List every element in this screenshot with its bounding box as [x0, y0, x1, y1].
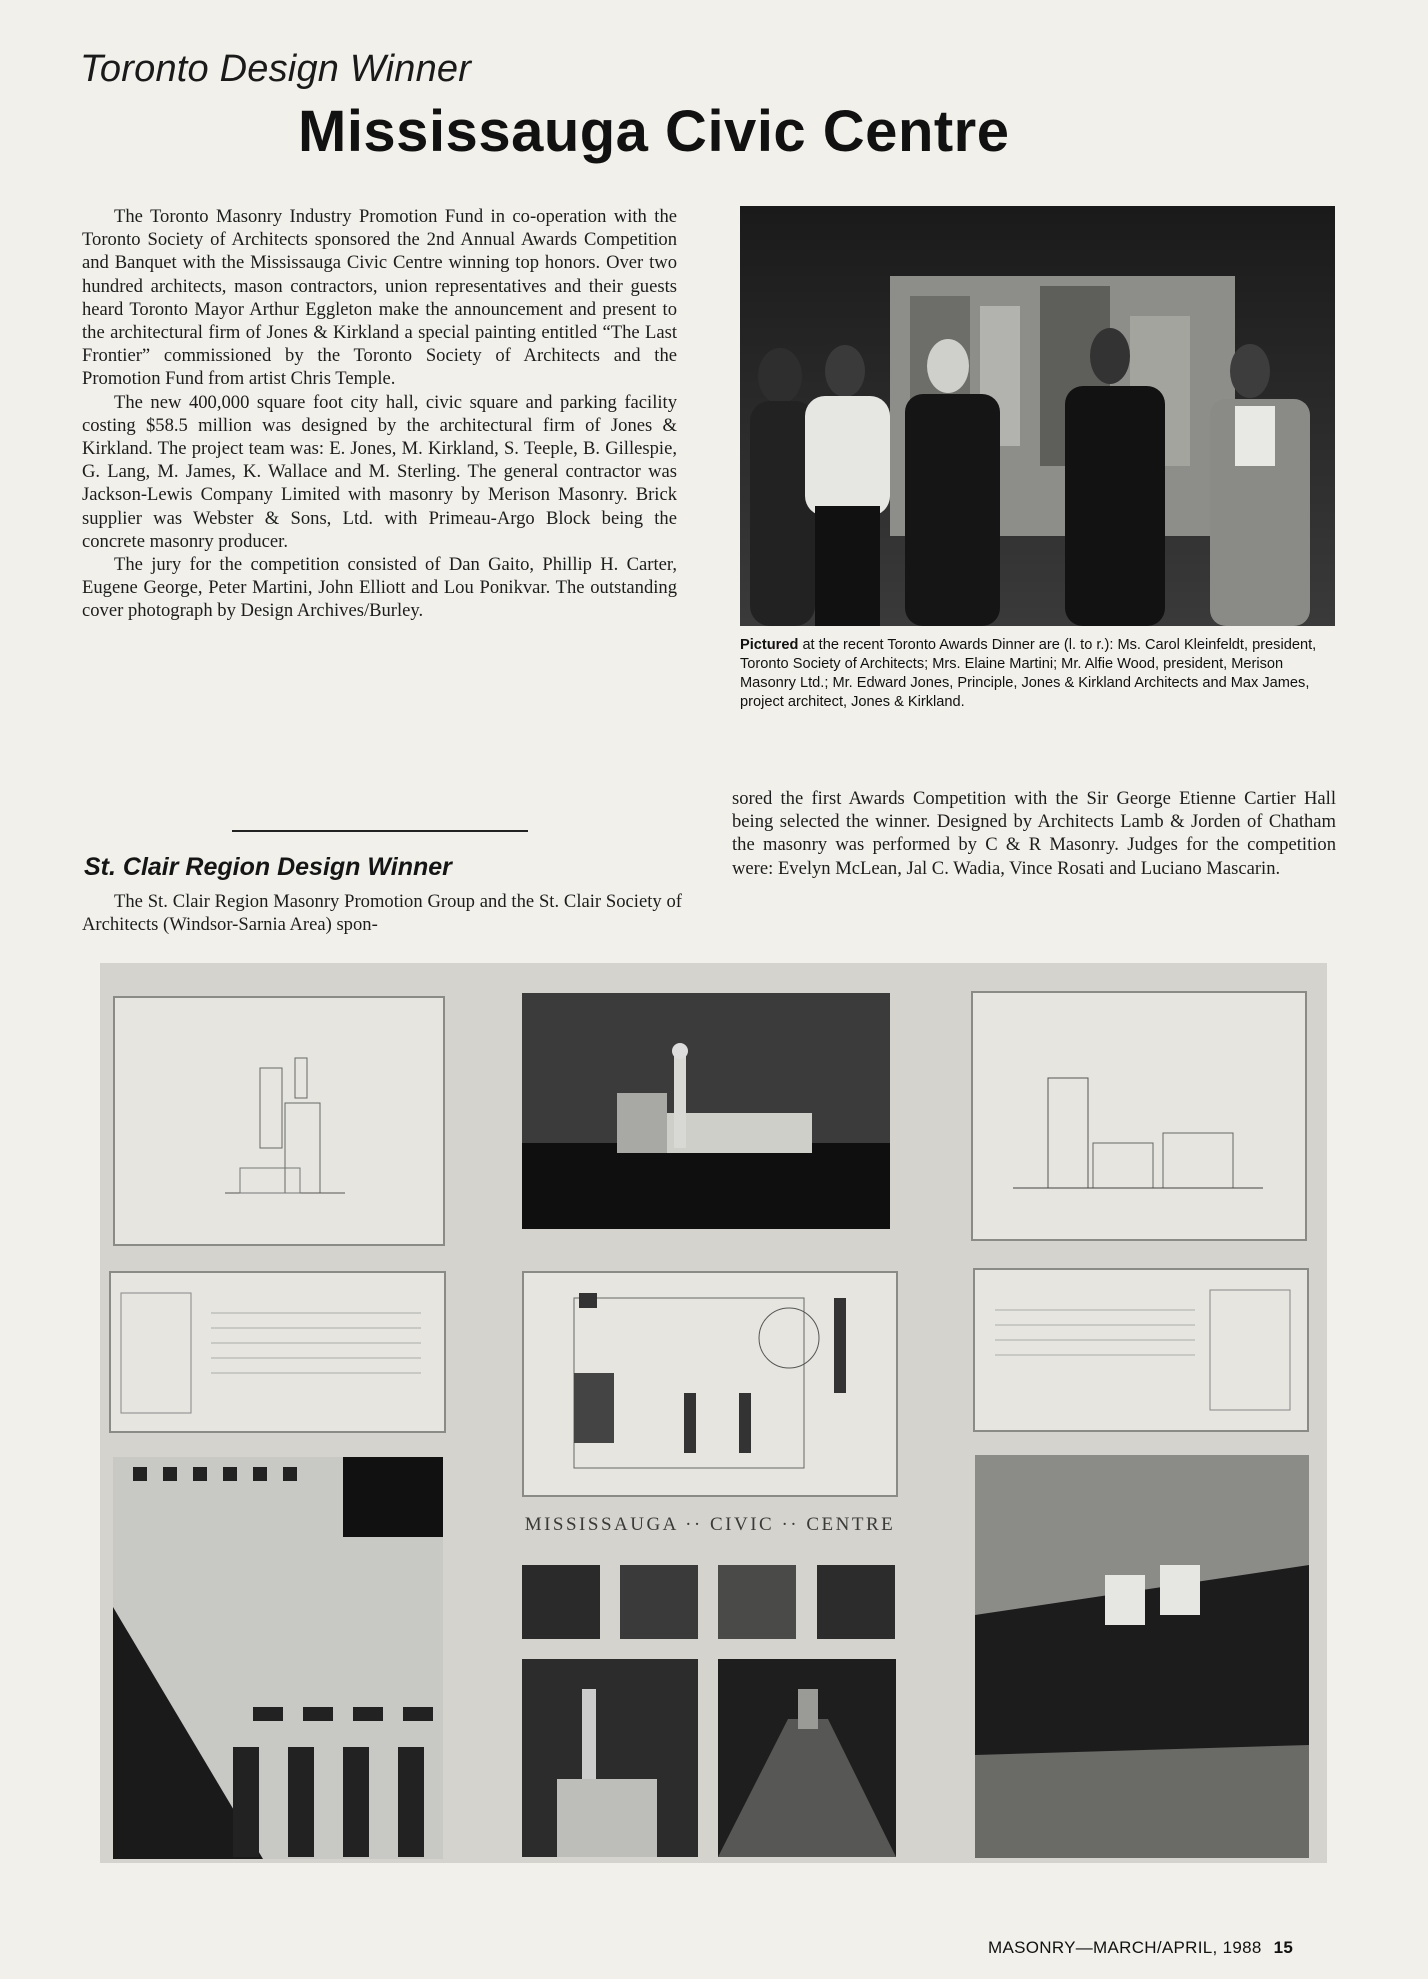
publication-name: MASONRY—MARCH/APRIL, 1988 — [988, 1938, 1262, 1957]
stclair-body-start — [82, 890, 682, 936]
site-plan-drawing-illustration — [524, 1273, 896, 1495]
tower-photo — [522, 1659, 698, 1857]
thumbnail-photo-1 — [522, 1565, 600, 1639]
site-plan-drawing — [522, 1271, 898, 1497]
interior-hall-photo-illustration — [718, 1659, 896, 1857]
board-title: MISSISSAUGA ·· CIVIC ·· CENTRE — [524, 1514, 896, 1535]
stclair-body-cont — [732, 787, 1336, 880]
stclair-paragraph-cont: sored the first Awards Competition with the Sir George Etienne Cartier Hall being selected the winner. Designed by Architects Lamb & Jorden of Chatham the masonry was performed by C & R Masonry. Judges for the competition were: Evelyn McLean, Jal C. Wadia, Vince Rosati and Luciano Mascarin. — [732, 788, 1336, 879]
interior-hall-photo — [718, 1659, 896, 1857]
article-body — [82, 205, 677, 623]
civic-centre-photo — [522, 993, 890, 1229]
elevation-drawing-left — [113, 996, 445, 1246]
stclair-heading: St. Clair Region Design Winner — [84, 853, 452, 881]
detail-sheet-left — [109, 1271, 446, 1433]
detail-sheet-right — [973, 1268, 1309, 1432]
facade-photo — [113, 1457, 443, 1859]
elevation-drawing-right — [971, 991, 1307, 1241]
elevation-drawing-left-illustration — [115, 998, 443, 1244]
awards-dinner-photo-illustration — [740, 206, 1335, 626]
section-kicker: Toronto Design Winner — [80, 48, 472, 90]
atrium-photo-illustration — [975, 1455, 1309, 1858]
awards-dinner-photo — [740, 206, 1335, 626]
article-title: Mississauga Civic Centre — [298, 99, 1010, 164]
article-paragraph: The Toronto Masonry Industry Promotion Fund in co-operation with the Toronto Society of Architects sponsored the 2nd Annual Awards Competition and Banquet with the Mississauga Civic Centre winning top honors. Over two hundred architects, mason contractors, union representatives and their guests heard Toronto Mayor Arthur Eggleton make the announcement and present to the architectural firm of Jones & Kirkland a special painting entitled “The Last Frontier” commissioned by the Toronto Society of Architects and the Promotion Fund from artist Chris Temple. — [82, 206, 677, 390]
thumbnail-photo-4 — [817, 1565, 895, 1639]
thumbnail-photo-2 — [620, 1565, 698, 1639]
section-divider — [232, 830, 528, 832]
caption-lead: Pictured — [740, 637, 799, 653]
facade-photo-illustration — [113, 1457, 443, 1859]
elevation-drawing-right-illustration — [973, 993, 1305, 1239]
page-number: 15 — [1273, 1938, 1294, 1957]
tower-photo-illustration — [522, 1659, 698, 1857]
detail-sheet-left-illustration — [111, 1273, 444, 1431]
detail-sheet-right-illustration — [975, 1270, 1307, 1430]
photo-caption — [740, 636, 1340, 712]
stclair-paragraph: The St. Clair Region Masonry Promotion Group and the St. Clair Society of Architects (Windsor-Sarnia Area) spon- — [82, 891, 682, 936]
atrium-photo — [975, 1455, 1309, 1858]
caption-text: at the recent Toronto Awards Dinner are (l. to r.): Ms. Carol Kleinfeldt, president, Toronto Society of Architects; Mrs. Elaine Martini; Mr. Alfie Wood, president, Merison Masonry Ltd.; Mr. Edward Jones, Principle, Jones & Kirkland Architects and Max James, project architect, Jones & Kirkland. — [740, 637, 1317, 710]
civic-centre-photo-illustration — [522, 993, 890, 1229]
thumbnail-photo-3 — [718, 1565, 796, 1639]
page-footer — [988, 1938, 1293, 1958]
article-paragraph: The new 400,000 square foot city hall, civic square and parking facility costing $58.5 million was designed by the architectural firm of Jones & Kirkland. The project team was: E. Jones, M. Kirkland, S. Teeple, B. Gillespie, G. Lang, M. James, K. Wallace and M. Sterling. The general contractor was Jackson-Lewis Company Limited with masonry by Merison Masonry. Brick supplier was Webster & Sons, Ltd. with Primeau-Argo Block being the concrete masonry producer. — [82, 391, 677, 552]
article-paragraph: The jury for the competition consisted of Dan Gaito, Phillip H. Carter, Eugene George, Peter Martini, John Elliott and Lou Ponikvar. The outstanding cover photograph by Design Archives/Burley. — [82, 554, 677, 622]
